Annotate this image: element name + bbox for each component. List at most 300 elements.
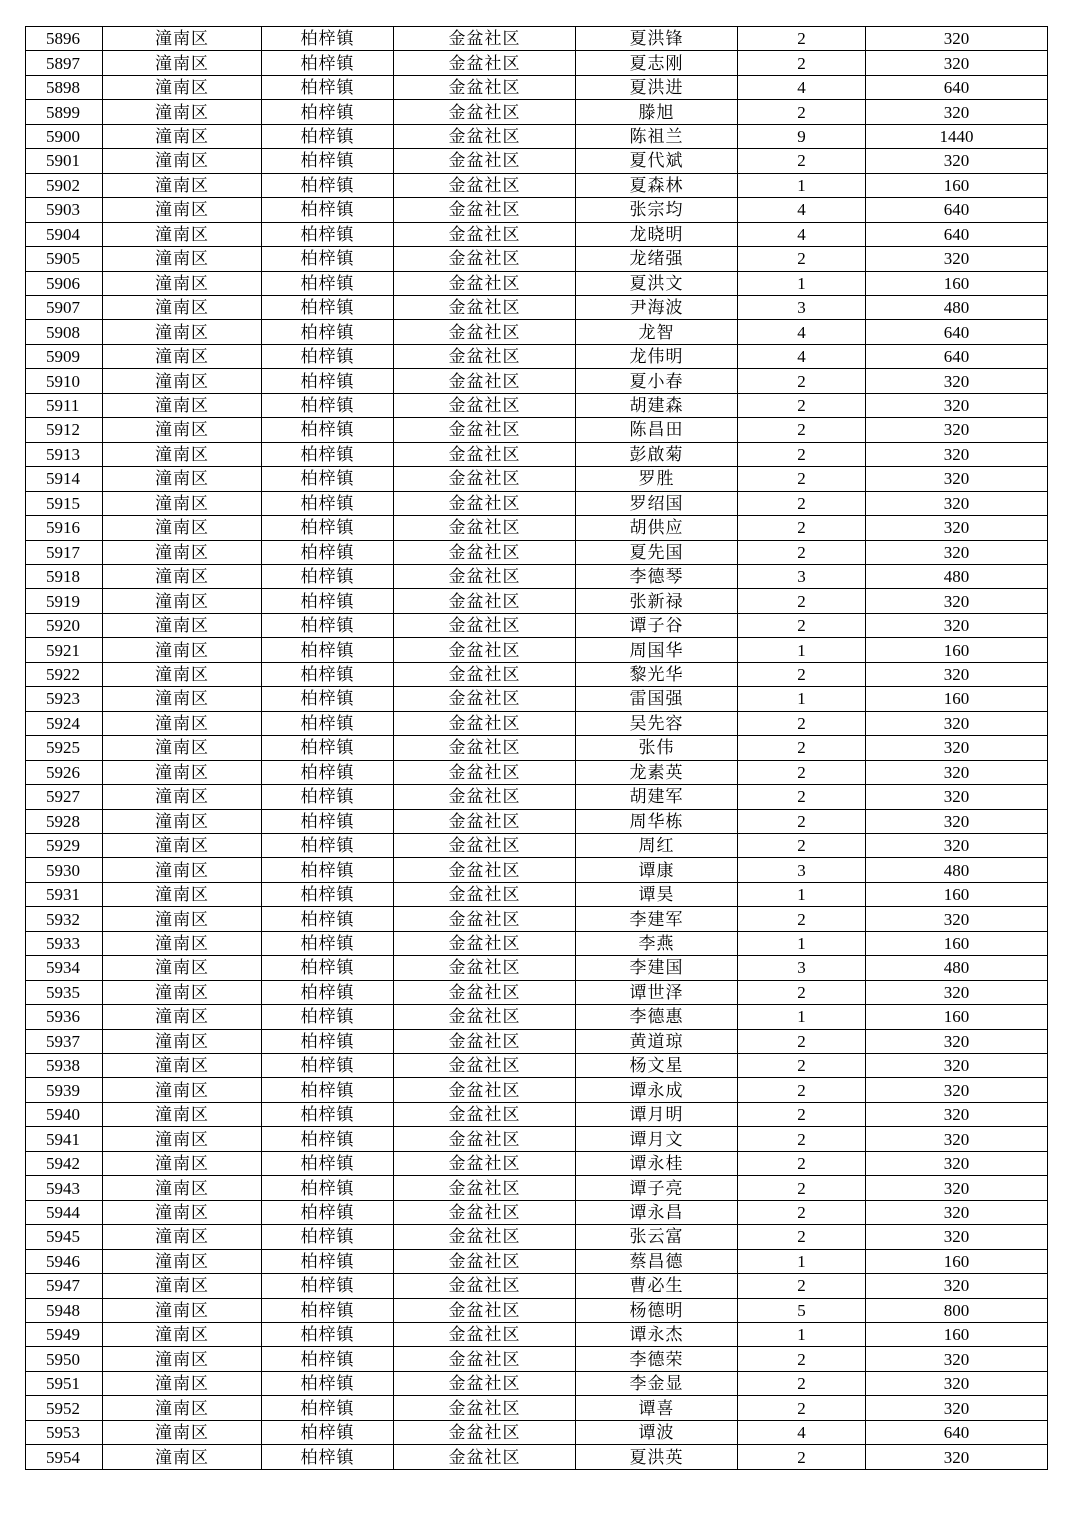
district-cell: 潼南区 bbox=[103, 711, 262, 735]
community-cell: 金盆社区 bbox=[394, 687, 576, 711]
district-cell: 潼南区 bbox=[103, 833, 262, 857]
town-cell: 柏梓镇 bbox=[262, 687, 394, 711]
table-row bbox=[26, 858, 1048, 882]
row-number-cell: 5931 bbox=[26, 882, 103, 906]
name-cell: 谭永杰 bbox=[576, 1323, 738, 1347]
row-number-cell: 5953 bbox=[26, 1420, 103, 1444]
row-number-cell: 5924 bbox=[26, 711, 103, 735]
row-number-cell: 5929 bbox=[26, 833, 103, 857]
town-cell: 柏梓镇 bbox=[262, 1078, 394, 1102]
amount-cell: 320 bbox=[866, 247, 1048, 271]
table-row bbox=[26, 418, 1048, 442]
district-cell: 潼南区 bbox=[103, 1176, 262, 1200]
name-cell: 谭波 bbox=[576, 1420, 738, 1444]
amount-cell: 320 bbox=[866, 589, 1048, 613]
name-cell: 罗胜 bbox=[576, 467, 738, 491]
district-cell: 潼南区 bbox=[103, 1249, 262, 1273]
row-number-cell: 5947 bbox=[26, 1274, 103, 1298]
table-row bbox=[26, 516, 1048, 540]
count-cell: 2 bbox=[738, 613, 866, 637]
district-cell: 潼南区 bbox=[103, 882, 262, 906]
table-row bbox=[26, 369, 1048, 393]
town-cell: 柏梓镇 bbox=[262, 1151, 394, 1175]
name-cell: 胡建军 bbox=[576, 785, 738, 809]
name-cell: 陈昌田 bbox=[576, 418, 738, 442]
count-cell: 9 bbox=[738, 124, 866, 148]
row-number-cell: 5932 bbox=[26, 907, 103, 931]
amount-cell: 160 bbox=[866, 1323, 1048, 1347]
amount-cell: 320 bbox=[866, 27, 1048, 51]
count-cell: 2 bbox=[738, 1225, 866, 1249]
town-cell: 柏梓镇 bbox=[262, 467, 394, 491]
community-cell: 金盆社区 bbox=[394, 222, 576, 246]
district-cell: 潼南区 bbox=[103, 369, 262, 393]
town-cell: 柏梓镇 bbox=[262, 736, 394, 760]
town-cell: 柏梓镇 bbox=[262, 393, 394, 417]
community-cell: 金盆社区 bbox=[394, 75, 576, 99]
name-cell: 谭昊 bbox=[576, 882, 738, 906]
town-cell: 柏梓镇 bbox=[262, 27, 394, 51]
name-cell: 张伟 bbox=[576, 736, 738, 760]
row-number-cell: 5937 bbox=[26, 1029, 103, 1053]
name-cell: 蔡昌德 bbox=[576, 1249, 738, 1273]
town-cell: 柏梓镇 bbox=[262, 1420, 394, 1444]
row-number-cell: 5911 bbox=[26, 393, 103, 417]
district-cell: 潼南区 bbox=[103, 785, 262, 809]
count-cell: 2 bbox=[738, 27, 866, 51]
row-number-cell: 5934 bbox=[26, 956, 103, 980]
name-cell: 夏洪进 bbox=[576, 75, 738, 99]
table-row bbox=[26, 687, 1048, 711]
town-cell: 柏梓镇 bbox=[262, 100, 394, 124]
amount-cell: 800 bbox=[866, 1298, 1048, 1322]
row-number-cell: 5945 bbox=[26, 1225, 103, 1249]
row-number-cell: 5948 bbox=[26, 1298, 103, 1322]
amount-cell: 160 bbox=[866, 638, 1048, 662]
district-cell: 潼南区 bbox=[103, 51, 262, 75]
district-cell: 潼南区 bbox=[103, 1225, 262, 1249]
row-number-cell: 5951 bbox=[26, 1371, 103, 1395]
table-row bbox=[26, 638, 1048, 662]
amount-cell: 320 bbox=[866, 540, 1048, 564]
district-cell: 潼南区 bbox=[103, 1298, 262, 1322]
count-cell: 1 bbox=[738, 1249, 866, 1273]
table-row bbox=[26, 1200, 1048, 1224]
name-cell: 尹海波 bbox=[576, 295, 738, 319]
count-cell: 2 bbox=[738, 442, 866, 466]
district-cell: 潼南区 bbox=[103, 467, 262, 491]
amount-cell: 160 bbox=[866, 1005, 1048, 1029]
row-number-cell: 5913 bbox=[26, 442, 103, 466]
name-cell: 谭永桂 bbox=[576, 1151, 738, 1175]
community-cell: 金盆社区 bbox=[394, 173, 576, 197]
amount-cell: 320 bbox=[866, 907, 1048, 931]
count-cell: 2 bbox=[738, 1347, 866, 1371]
count-cell: 2 bbox=[738, 51, 866, 75]
community-cell: 金盆社区 bbox=[394, 907, 576, 931]
row-number-cell: 5917 bbox=[26, 540, 103, 564]
town-cell: 柏梓镇 bbox=[262, 1249, 394, 1273]
town-cell: 柏梓镇 bbox=[262, 124, 394, 148]
name-cell: 胡供应 bbox=[576, 516, 738, 540]
name-cell: 黄道琼 bbox=[576, 1029, 738, 1053]
name-cell: 张云富 bbox=[576, 1225, 738, 1249]
row-number-cell: 5914 bbox=[26, 467, 103, 491]
town-cell: 柏梓镇 bbox=[262, 613, 394, 637]
count-cell: 3 bbox=[738, 956, 866, 980]
town-cell: 柏梓镇 bbox=[262, 907, 394, 931]
table-row bbox=[26, 980, 1048, 1004]
amount-cell: 320 bbox=[866, 1200, 1048, 1224]
amount-cell: 640 bbox=[866, 222, 1048, 246]
district-cell: 潼南区 bbox=[103, 1005, 262, 1029]
count-cell: 2 bbox=[738, 1445, 866, 1469]
table-row bbox=[26, 833, 1048, 857]
amount-cell: 1440 bbox=[866, 124, 1048, 148]
row-number-cell: 5919 bbox=[26, 589, 103, 613]
community-cell: 金盆社区 bbox=[394, 393, 576, 417]
town-cell: 柏梓镇 bbox=[262, 1225, 394, 1249]
row-number-cell: 5935 bbox=[26, 980, 103, 1004]
row-number-cell: 5896 bbox=[26, 27, 103, 51]
count-cell: 1 bbox=[738, 931, 866, 955]
name-cell: 杨文星 bbox=[576, 1054, 738, 1078]
row-number-cell: 5936 bbox=[26, 1005, 103, 1029]
table-row bbox=[26, 589, 1048, 613]
row-number-cell: 5946 bbox=[26, 1249, 103, 1273]
amount-cell: 320 bbox=[866, 736, 1048, 760]
community-cell: 金盆社区 bbox=[394, 1200, 576, 1224]
name-cell: 李建军 bbox=[576, 907, 738, 931]
name-cell: 夏小春 bbox=[576, 369, 738, 393]
table-row bbox=[26, 75, 1048, 99]
name-cell: 陈祖兰 bbox=[576, 124, 738, 148]
name-cell: 李德琴 bbox=[576, 564, 738, 588]
amount-cell: 320 bbox=[866, 491, 1048, 515]
table-row bbox=[26, 809, 1048, 833]
district-cell: 潼南区 bbox=[103, 295, 262, 319]
community-cell: 金盆社区 bbox=[394, 1420, 576, 1444]
count-cell: 2 bbox=[738, 1102, 866, 1126]
district-cell: 潼南区 bbox=[103, 662, 262, 686]
count-cell: 1 bbox=[738, 271, 866, 295]
table-row bbox=[26, 51, 1048, 75]
town-cell: 柏梓镇 bbox=[262, 344, 394, 368]
town-cell: 柏梓镇 bbox=[262, 711, 394, 735]
row-number-cell: 5910 bbox=[26, 369, 103, 393]
district-cell: 潼南区 bbox=[103, 198, 262, 222]
name-cell: 曹必生 bbox=[576, 1274, 738, 1298]
amount-cell: 320 bbox=[866, 393, 1048, 417]
count-cell: 2 bbox=[738, 711, 866, 735]
town-cell: 柏梓镇 bbox=[262, 785, 394, 809]
community-cell: 金盆社区 bbox=[394, 295, 576, 319]
name-cell: 龙素英 bbox=[576, 760, 738, 784]
town-cell: 柏梓镇 bbox=[262, 516, 394, 540]
town-cell: 柏梓镇 bbox=[262, 1102, 394, 1126]
count-cell: 1 bbox=[738, 173, 866, 197]
amount-cell: 480 bbox=[866, 956, 1048, 980]
district-cell: 潼南区 bbox=[103, 1420, 262, 1444]
amount-cell: 320 bbox=[866, 516, 1048, 540]
amount-cell: 320 bbox=[866, 1029, 1048, 1053]
table-row bbox=[26, 1347, 1048, 1371]
name-cell: 谭世泽 bbox=[576, 980, 738, 1004]
count-cell: 3 bbox=[738, 295, 866, 319]
community-cell: 金盆社区 bbox=[394, 1127, 576, 1151]
count-cell: 2 bbox=[738, 1078, 866, 1102]
amount-cell: 320 bbox=[866, 613, 1048, 637]
table-row bbox=[26, 1151, 1048, 1175]
count-cell: 2 bbox=[738, 247, 866, 271]
district-cell: 潼南区 bbox=[103, 1054, 262, 1078]
count-cell: 5 bbox=[738, 1298, 866, 1322]
row-number-cell: 5928 bbox=[26, 809, 103, 833]
name-cell: 夏代斌 bbox=[576, 149, 738, 173]
table-row bbox=[26, 1102, 1048, 1126]
community-cell: 金盆社区 bbox=[394, 320, 576, 344]
community-cell: 金盆社区 bbox=[394, 1445, 576, 1469]
table-row bbox=[26, 1371, 1048, 1395]
count-cell: 1 bbox=[738, 687, 866, 711]
count-cell: 2 bbox=[738, 1371, 866, 1395]
table-row bbox=[26, 1005, 1048, 1029]
community-cell: 金盆社区 bbox=[394, 1078, 576, 1102]
name-cell: 夏洪文 bbox=[576, 271, 738, 295]
district-cell: 潼南区 bbox=[103, 75, 262, 99]
district-cell: 潼南区 bbox=[103, 980, 262, 1004]
row-number-cell: 5916 bbox=[26, 516, 103, 540]
name-cell: 滕旭 bbox=[576, 100, 738, 124]
count-cell: 4 bbox=[738, 1420, 866, 1444]
district-cell: 潼南区 bbox=[103, 1102, 262, 1126]
amount-cell: 320 bbox=[866, 1127, 1048, 1151]
table-row bbox=[26, 491, 1048, 515]
district-cell: 潼南区 bbox=[103, 516, 262, 540]
community-cell: 金盆社区 bbox=[394, 882, 576, 906]
amount-cell: 480 bbox=[866, 564, 1048, 588]
town-cell: 柏梓镇 bbox=[262, 638, 394, 662]
row-number-cell: 5954 bbox=[26, 1445, 103, 1469]
row-number-cell: 5905 bbox=[26, 247, 103, 271]
table-row bbox=[26, 222, 1048, 246]
row-number-cell: 5923 bbox=[26, 687, 103, 711]
name-cell: 罗绍国 bbox=[576, 491, 738, 515]
row-number-cell: 5943 bbox=[26, 1176, 103, 1200]
amount-cell: 640 bbox=[866, 198, 1048, 222]
amount-cell: 480 bbox=[866, 295, 1048, 319]
row-number-cell: 5921 bbox=[26, 638, 103, 662]
count-cell: 2 bbox=[738, 369, 866, 393]
district-cell: 潼南区 bbox=[103, 1323, 262, 1347]
name-cell: 谭月明 bbox=[576, 1102, 738, 1126]
name-cell: 李德荣 bbox=[576, 1347, 738, 1371]
row-number-cell: 5950 bbox=[26, 1347, 103, 1371]
table-row bbox=[26, 1249, 1048, 1273]
district-cell: 潼南区 bbox=[103, 809, 262, 833]
amount-cell: 320 bbox=[866, 1347, 1048, 1371]
town-cell: 柏梓镇 bbox=[262, 540, 394, 564]
community-cell: 金盆社区 bbox=[394, 613, 576, 637]
table-row bbox=[26, 1420, 1048, 1444]
town-cell: 柏梓镇 bbox=[262, 198, 394, 222]
count-cell: 2 bbox=[738, 1127, 866, 1151]
name-cell: 吴先容 bbox=[576, 711, 738, 735]
row-number-cell: 5938 bbox=[26, 1054, 103, 1078]
table-row bbox=[26, 662, 1048, 686]
count-cell: 2 bbox=[738, 589, 866, 613]
name-cell: 夏洪锋 bbox=[576, 27, 738, 51]
count-cell: 2 bbox=[738, 833, 866, 857]
town-cell: 柏梓镇 bbox=[262, 491, 394, 515]
amount-cell: 480 bbox=[866, 858, 1048, 882]
amount-cell: 320 bbox=[866, 1445, 1048, 1469]
count-cell: 4 bbox=[738, 198, 866, 222]
name-cell: 夏森林 bbox=[576, 173, 738, 197]
row-number-cell: 5922 bbox=[26, 662, 103, 686]
row-number-cell: 5907 bbox=[26, 295, 103, 319]
table-row bbox=[26, 344, 1048, 368]
community-cell: 金盆社区 bbox=[394, 516, 576, 540]
row-number-cell: 5900 bbox=[26, 124, 103, 148]
table-row bbox=[26, 785, 1048, 809]
amount-cell: 640 bbox=[866, 1420, 1048, 1444]
town-cell: 柏梓镇 bbox=[262, 1445, 394, 1469]
row-number-cell: 5906 bbox=[26, 271, 103, 295]
amount-cell: 320 bbox=[866, 1078, 1048, 1102]
table-row bbox=[26, 1298, 1048, 1322]
table-row bbox=[26, 173, 1048, 197]
district-cell: 潼南区 bbox=[103, 736, 262, 760]
community-cell: 金盆社区 bbox=[394, 1274, 576, 1298]
count-cell: 2 bbox=[738, 760, 866, 784]
count-cell: 4 bbox=[738, 75, 866, 99]
amount-cell: 320 bbox=[866, 1371, 1048, 1395]
row-number-cell: 5902 bbox=[26, 173, 103, 197]
district-cell: 潼南区 bbox=[103, 956, 262, 980]
count-cell: 2 bbox=[738, 393, 866, 417]
amount-cell: 320 bbox=[866, 100, 1048, 124]
name-cell: 谭永成 bbox=[576, 1078, 738, 1102]
community-cell: 金盆社区 bbox=[394, 931, 576, 955]
district-cell: 潼南区 bbox=[103, 1371, 262, 1395]
amount-cell: 160 bbox=[866, 271, 1048, 295]
name-cell: 夏志刚 bbox=[576, 51, 738, 75]
community-cell: 金盆社区 bbox=[394, 858, 576, 882]
town-cell: 柏梓镇 bbox=[262, 931, 394, 955]
district-cell: 潼南区 bbox=[103, 613, 262, 637]
district-cell: 潼南区 bbox=[103, 124, 262, 148]
district-cell: 潼南区 bbox=[103, 638, 262, 662]
table-row bbox=[26, 100, 1048, 124]
town-cell: 柏梓镇 bbox=[262, 295, 394, 319]
data-table bbox=[25, 26, 1048, 1470]
amount-cell: 320 bbox=[866, 442, 1048, 466]
amount-cell: 160 bbox=[866, 687, 1048, 711]
district-cell: 潼南区 bbox=[103, 173, 262, 197]
row-number-cell: 5927 bbox=[26, 785, 103, 809]
community-cell: 金盆社区 bbox=[394, 1054, 576, 1078]
community-cell: 金盆社区 bbox=[394, 809, 576, 833]
amount-cell: 320 bbox=[866, 1274, 1048, 1298]
district-cell: 潼南区 bbox=[103, 418, 262, 442]
town-cell: 柏梓镇 bbox=[262, 442, 394, 466]
table-row bbox=[26, 27, 1048, 51]
row-number-cell: 5952 bbox=[26, 1396, 103, 1420]
row-number-cell: 5903 bbox=[26, 198, 103, 222]
district-cell: 潼南区 bbox=[103, 1445, 262, 1469]
amount-cell: 160 bbox=[866, 882, 1048, 906]
community-cell: 金盆社区 bbox=[394, 1323, 576, 1347]
table-row bbox=[26, 198, 1048, 222]
community-cell: 金盆社区 bbox=[394, 1005, 576, 1029]
town-cell: 柏梓镇 bbox=[262, 1371, 394, 1395]
name-cell: 谭康 bbox=[576, 858, 738, 882]
table-row bbox=[26, 613, 1048, 637]
row-number-cell: 5897 bbox=[26, 51, 103, 75]
community-cell: 金盆社区 bbox=[394, 149, 576, 173]
amount-cell: 640 bbox=[866, 344, 1048, 368]
name-cell: 谭子亮 bbox=[576, 1176, 738, 1200]
amount-cell: 320 bbox=[866, 662, 1048, 686]
row-number-cell: 5912 bbox=[26, 418, 103, 442]
name-cell: 雷国强 bbox=[576, 687, 738, 711]
name-cell: 龙绪强 bbox=[576, 247, 738, 271]
town-cell: 柏梓镇 bbox=[262, 589, 394, 613]
count-cell: 3 bbox=[738, 858, 866, 882]
count-cell: 2 bbox=[738, 662, 866, 686]
amount-cell: 320 bbox=[866, 149, 1048, 173]
table-body bbox=[26, 27, 1048, 1470]
town-cell: 柏梓镇 bbox=[262, 1200, 394, 1224]
town-cell: 柏梓镇 bbox=[262, 858, 394, 882]
district-cell: 潼南区 bbox=[103, 1127, 262, 1151]
count-cell: 4 bbox=[738, 222, 866, 246]
district-cell: 潼南区 bbox=[103, 27, 262, 51]
town-cell: 柏梓镇 bbox=[262, 1396, 394, 1420]
table-row bbox=[26, 1274, 1048, 1298]
name-cell: 李燕 bbox=[576, 931, 738, 955]
community-cell: 金盆社区 bbox=[394, 1225, 576, 1249]
district-cell: 潼南区 bbox=[103, 1078, 262, 1102]
amount-cell: 320 bbox=[866, 1102, 1048, 1126]
count-cell: 2 bbox=[738, 1200, 866, 1224]
town-cell: 柏梓镇 bbox=[262, 1005, 394, 1029]
table-row bbox=[26, 760, 1048, 784]
row-number-cell: 5925 bbox=[26, 736, 103, 760]
amount-cell: 320 bbox=[866, 467, 1048, 491]
name-cell: 张新禄 bbox=[576, 589, 738, 613]
district-cell: 潼南区 bbox=[103, 1200, 262, 1224]
district-cell: 潼南区 bbox=[103, 247, 262, 271]
count-cell: 2 bbox=[738, 785, 866, 809]
amount-cell: 160 bbox=[866, 931, 1048, 955]
district-cell: 潼南区 bbox=[103, 320, 262, 344]
community-cell: 金盆社区 bbox=[394, 711, 576, 735]
community-cell: 金盆社区 bbox=[394, 344, 576, 368]
community-cell: 金盆社区 bbox=[394, 736, 576, 760]
amount-cell: 320 bbox=[866, 785, 1048, 809]
name-cell: 周国华 bbox=[576, 638, 738, 662]
name-cell: 夏洪英 bbox=[576, 1445, 738, 1469]
count-cell: 2 bbox=[738, 1274, 866, 1298]
count-cell: 1 bbox=[738, 1323, 866, 1347]
community-cell: 金盆社区 bbox=[394, 833, 576, 857]
community-cell: 金盆社区 bbox=[394, 247, 576, 271]
name-cell: 杨德明 bbox=[576, 1298, 738, 1322]
table-row bbox=[26, 564, 1048, 588]
table-row bbox=[26, 295, 1048, 319]
